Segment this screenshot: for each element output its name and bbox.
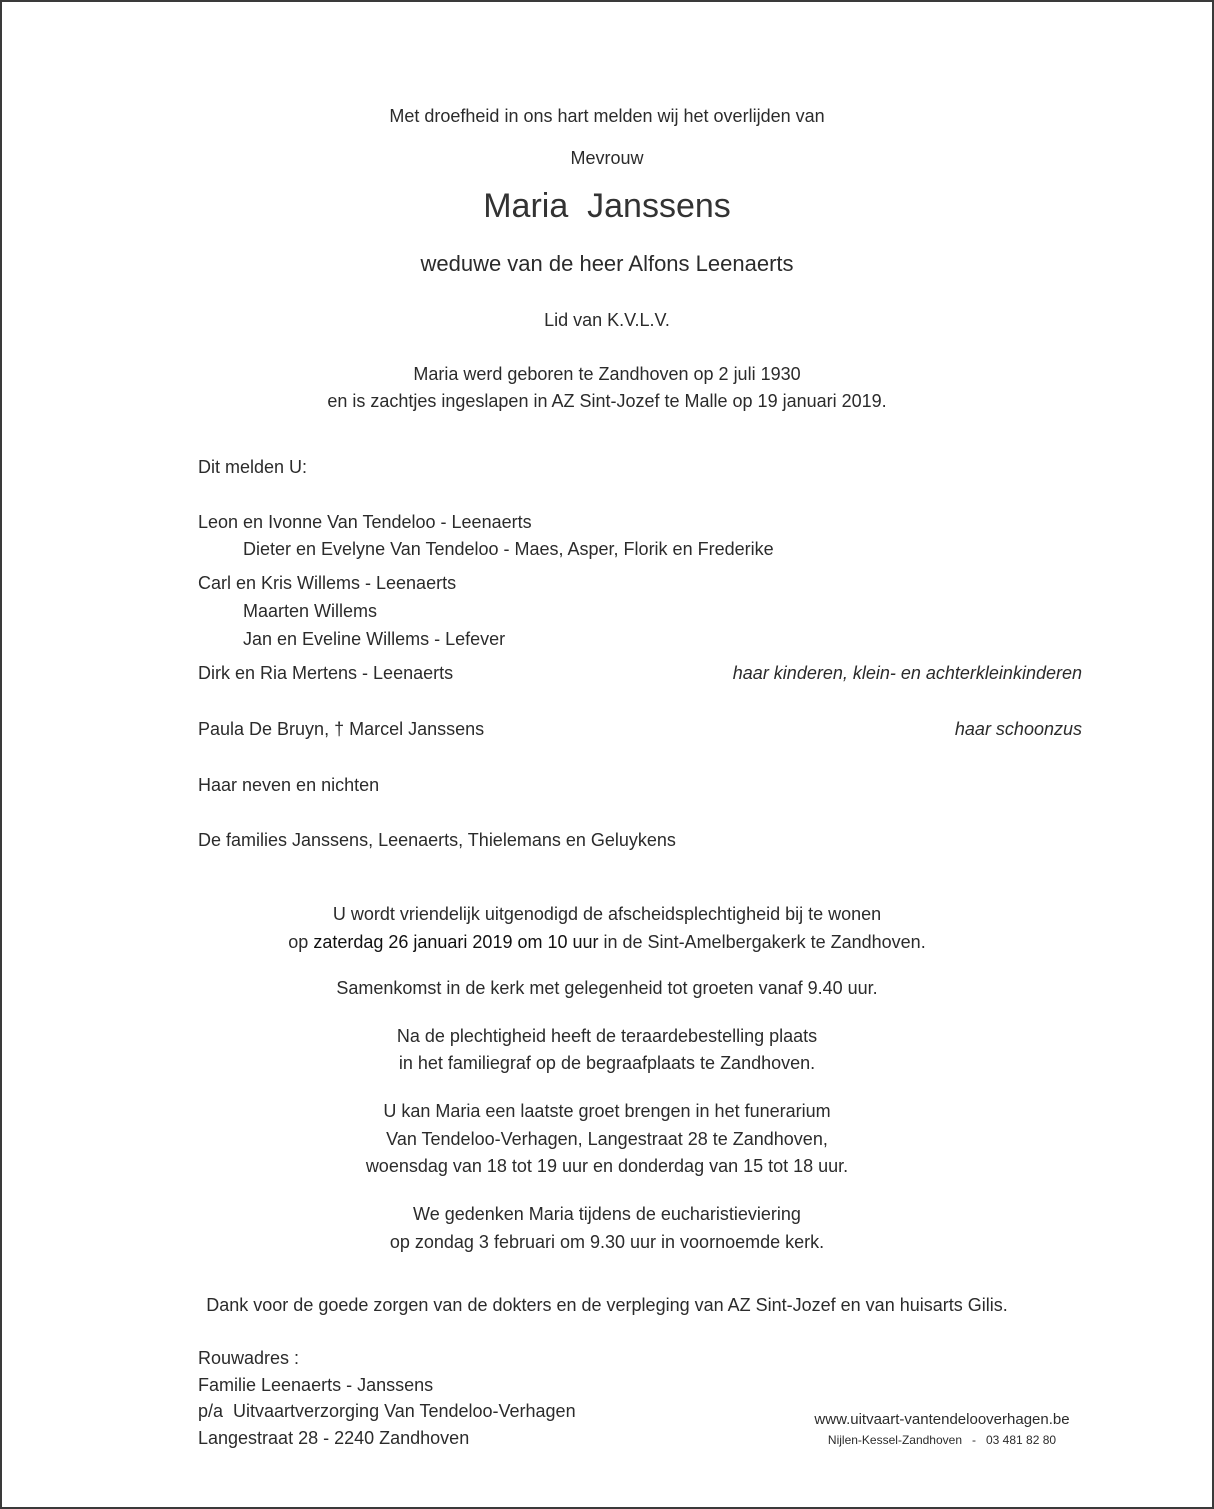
family-role: haar kinderen, klein- en achterkleinkinderen — [732, 663, 1082, 683]
visitation-line: U kan Maria een laatste groet brengen in het funerarium — [383, 1101, 831, 1121]
address-label: Rouwadres : — [198, 1348, 300, 1368]
address-line: p/a Uitvaartverzorging Van Tendeloo-Verhagen — [198, 1401, 576, 1421]
visitation-line: woensdag van 18 tot 19 uur en donderdag van 15 tot 18 uur. — [365, 1156, 849, 1176]
ceremony-datetime — [2, 931, 1212, 953]
honorific: Mevrouw — [570, 148, 644, 168]
family-line: Haar neven en nichten — [198, 775, 380, 795]
mass-line: op zondag 3 februari om 9.30 uur in voornoemde kerk. — [389, 1232, 825, 1252]
family-line: Leon en Ivonne Van Tendeloo - Leenaerts — [198, 512, 532, 532]
family-heading: Dit melden U: — [198, 457, 308, 477]
thanks-line: Dank voor de goede zorgen van de dokters en de verpleging van AZ Sint-Jozef en van huisarts Gilis. — [206, 1295, 1008, 1315]
burial-line: in het familiegraf op de begraafplaats te Zandhoven. — [398, 1053, 816, 1073]
ceremony-invite: U wordt vriendelijk uitgenodigd de afscheidsplechtigheid bij te wonen — [332, 904, 882, 924]
ceremony-datetime-suffix: in de Sint-Amelbergakerk te Zandhoven. — [598, 932, 926, 952]
deceased-name: Maria Janssens — [483, 187, 731, 225]
gathering-line: Samenkomst in de kerk met gelegenheid tot groeten vanaf 9.40 uur. — [336, 978, 878, 998]
family-line: Carl en Kris Willems - Leenaerts — [198, 573, 457, 593]
intro-text: Met droefheid in ons hart melden wij het overlijden van — [389, 106, 825, 126]
family-line: Maarten Willems — [243, 601, 378, 621]
widow-line: weduwe van de heer Alfons Leenaerts — [420, 251, 794, 276]
family-line: Jan en Eveline Willems - Lefever — [243, 629, 506, 649]
ceremony-datetime-highlight: zaterdag 26 januari 2019 om 10 uur — [313, 932, 599, 952]
mass-line: We gedenken Maria tijdens de eucharistieviering — [413, 1204, 801, 1224]
family-line: Dirk en Ria Mertens - Leenaerts — [198, 663, 454, 683]
family-line: Dieter en Evelyne Van Tendeloo - Maes, Asper, Florik en Frederike — [243, 539, 774, 559]
family-line: De families Janssens, Leenaerts, Thielemans en Geluykens — [198, 830, 676, 850]
family-line: Paula De Bruyn, † Marcel Janssens — [198, 719, 485, 739]
ceremony-datetime-prefix: op — [288, 932, 314, 952]
membership-line: Lid van K.V.L.V. — [544, 310, 670, 330]
address-line: Langestraat 28 - 2240 Zandhoven — [198, 1428, 470, 1448]
address-line: Familie Leenaerts - Janssens — [198, 1375, 434, 1395]
death-line: en is zachtjes ingeslapen in AZ Sint-Jozef te Malle op 19 januari 2019. — [327, 391, 887, 411]
visitation-line: Van Tendeloo-Verhagen, Langestraat 28 te Zandhoven, — [386, 1129, 828, 1149]
undertaker-contact: Nijlen-Kessel-Zandhoven - 03 481 82 80 — [827, 1433, 1057, 1447]
birth-line: Maria werd geboren te Zandhoven op 2 juli 1930 — [413, 364, 801, 384]
undertaker-website[interactable]: www.uitvaart-vantendelooverhagen.be — [814, 1411, 1070, 1428]
burial-line: Na de plechtigheid heeft de teraardebestelling plaats — [396, 1026, 818, 1046]
family-role: haar schoonzus — [954, 719, 1082, 739]
